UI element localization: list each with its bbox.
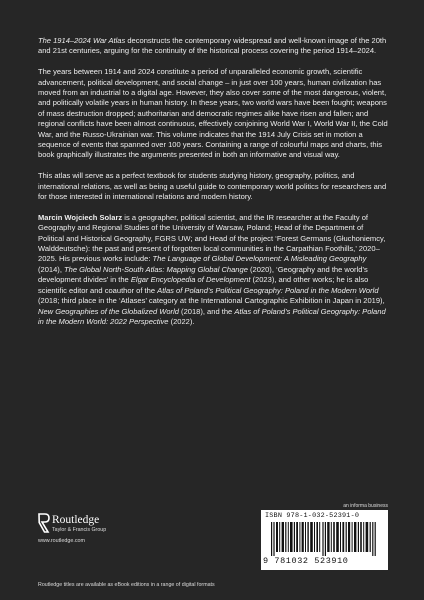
cover-text [38,36,388,338]
informa-tagline: an informa business [343,503,388,509]
book-title: The 1914–2024 War Atlas [38,36,126,45]
publisher-url: www.routledge.com [38,538,86,544]
blurb-paragraph-3: This atlas will serve as a perfect textbook for students studying history, geography, politics, and international relations, as well as being a useful guide to contemporary world politics for researchers and for those interested in international relations and modern history. [38,171,387,202]
ebook-footer-note: Routledge titles are available as eBook editions in a range of digital formats [38,582,215,588]
blurb-paragraph-2: The years between 1914 and 2024 constitute a period of unparalleled economic growth, scientific advancement, political development, and social change – in just over 100 years, human civilization has moved from an industrial to a digital age. However, they also cover some of the most dangerous, violent, and politically volatile years in human history. In these years, two world wars have been fought; weapons of mass destruction dropped; authoritarian and democratic regimes alike have risen and fallen; and regional conflicts have been almost continuous, effectively conjoining World War I, World War II, the Cold War, and the Russo-Ukrainian war. This volume indicates that the 1914 July Crisis set in motion a sequence of events that spanned over 100 years. Containing a range of colourful maps and charts, this book graphically illustrates the arguments presented in both an informative and visual way. [38,67,388,160]
isbn-label: ISBN 978-1-032-52391-0 [265,512,360,520]
publisher-name: Routledge [52,514,100,526]
barcode-digits: 9 781032 523910 [263,556,349,566]
barcode-panel [261,510,388,570]
routledge-r-icon [38,513,50,533]
author-bio: Marcin Wojciech Solarz is a geographer, political scientist, and the IR researcher at the Faculty of Geography and Regional Studies of the University of Warsaw, Poland; Head of the Department of Political and Historical Geography, FGRS UW; and Head of the project ‘Forest Germans (Głuchoniemcy, Walddeutsche): the past and present of forgotten local communities in the Carpathian Foothills,’ 2020–2025. His previous works include: The Language of Global Development: A Misleading Geography (2014), The Global North-South Atlas: Mapping Global Change (2020), ‘Geography and the world’s development divides’ in the Elgar Encyclopedia of Development (2023), and other works; he is also scientific editor and coauthor of the Atlas of Poland’s Political Geography: Poland in the Modern World (2018; third place in the ‘Atlases’ category at the International Cartographic Exhibition in Japan in 2019), New Geographies of the Globalized World (2018), and the Atlas of Poland’s Political Geography: Poland in the Modern World: 2022 Perspective (2022). [38,212,386,326]
publisher-group: Taylor & Francis Group [52,527,107,533]
blurb-paragraph-1: The 1914–2024 War Atlas deconstructs the contemporary widespread and well-known image of the 20th and 21st centuries, arguing for the continuity of the historical process covering the period 1914–2024. [38,36,387,56]
barcode-bars [271,522,379,556]
author-name: Marcin Wojciech Solarz [38,212,123,222]
